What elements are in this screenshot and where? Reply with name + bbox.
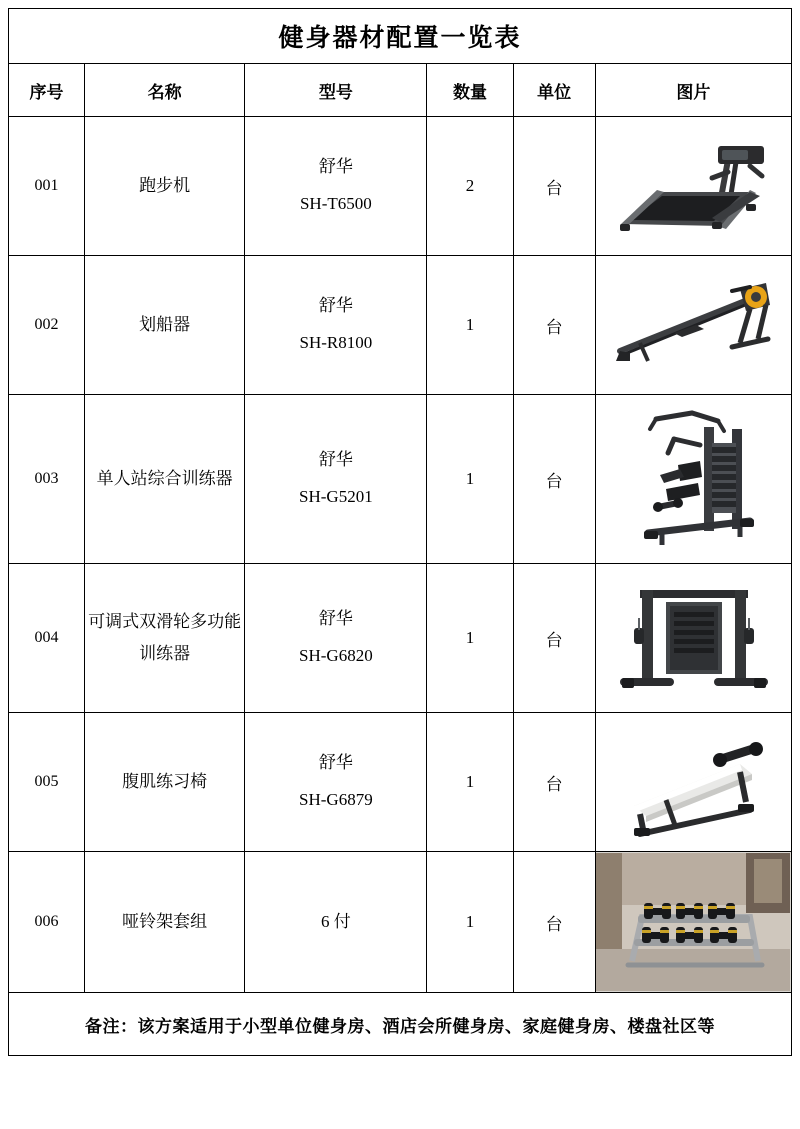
table-row (9, 117, 792, 256)
row-name: 可调式双滑轮多功能训练器 (85, 564, 245, 713)
equipment-table (8, 8, 792, 1056)
row-name: 单人站综合训练器 (85, 395, 245, 564)
row-name: 跑步机 (85, 117, 245, 256)
column-header-model: 型号 (245, 64, 427, 117)
single-station-gym-photo (596, 395, 791, 563)
row-unit: 台 (513, 395, 595, 564)
row-model (245, 852, 427, 993)
row-no: 003 (9, 395, 85, 564)
row-unit: 台 (513, 564, 595, 713)
row-no: 006 (9, 852, 85, 993)
page-title: 健身器材配置一览表 (9, 9, 792, 64)
row-qty: 1 (427, 395, 513, 564)
row-name: 哑铃架套组 (85, 852, 245, 993)
table-row (9, 713, 792, 852)
row-image-cell (595, 713, 791, 852)
row-model (245, 395, 427, 564)
row-model (245, 713, 427, 852)
row-qty: 2 (427, 117, 513, 256)
row-unit: 台 (513, 713, 595, 852)
header-row (9, 64, 792, 117)
column-header-image: 图片 (595, 64, 791, 117)
row-model-code: SH-G6820 (299, 646, 373, 665)
footer-note: 备注：该方案适用于小型单位健身房、酒店会所健身房、家庭健身房、楼盘社区等 (9, 993, 792, 1056)
dual-pulley-trainer-photo (596, 564, 791, 712)
row-no: 004 (9, 564, 85, 713)
row-model-brand: 舒华 (318, 450, 353, 470)
row-model-code: SH-T6500 (299, 194, 372, 213)
row-image-cell (595, 852, 791, 993)
row-no: 005 (9, 713, 85, 852)
row-qty: 1 (427, 564, 513, 713)
row-image-cell (595, 564, 791, 713)
table-row (9, 564, 792, 713)
dumbbell-rack-photo (596, 852, 791, 992)
column-header-unit: 单位 (513, 64, 595, 117)
ab-bench-photo (596, 713, 791, 851)
row-image-cell (595, 395, 791, 564)
row-model (245, 117, 427, 256)
row-model-code: SH-G5201 (299, 487, 373, 506)
row-model-code: SH-G6879 (299, 790, 373, 809)
row-name: 腹肌练习椅 (85, 713, 245, 852)
row-no: 001 (9, 117, 85, 256)
row-unit: 台 (513, 117, 595, 256)
row-model-text: 6 付 (320, 911, 351, 931)
row-model-brand: 舒华 (318, 157, 353, 177)
title-row (9, 9, 792, 64)
table-row (9, 256, 792, 395)
row-model (245, 564, 427, 713)
row-model-brand: 舒华 (318, 609, 353, 629)
row-unit: 台 (513, 852, 595, 993)
table-row (9, 395, 792, 564)
row-image-cell (595, 117, 791, 256)
rowing-machine-photo (596, 256, 791, 394)
row-qty: 1 (427, 852, 513, 993)
row-model-code: SH-R8100 (299, 333, 373, 352)
column-header-name: 名称 (85, 64, 245, 117)
row-no: 002 (9, 256, 85, 395)
row-qty: 1 (427, 713, 513, 852)
footer-row (9, 993, 792, 1056)
row-name: 划船器 (85, 256, 245, 395)
row-unit: 台 (513, 256, 595, 395)
column-header-no: 序号 (9, 64, 85, 117)
row-model (245, 256, 427, 395)
treadmill-photo (596, 117, 791, 255)
row-image-cell (595, 256, 791, 395)
column-header-qty: 数量 (427, 64, 513, 117)
row-model-brand: 舒华 (318, 753, 353, 773)
table-row (9, 852, 792, 993)
row-model-brand: 舒华 (318, 296, 353, 316)
row-qty: 1 (427, 256, 513, 395)
